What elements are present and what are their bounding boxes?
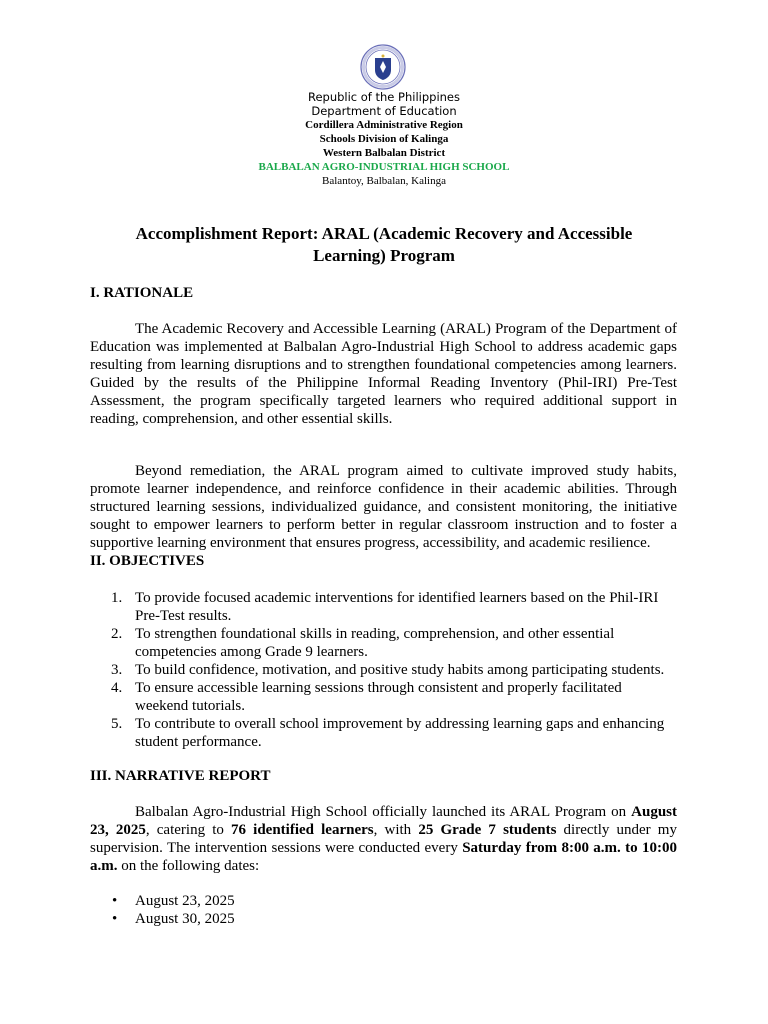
rationale-heading: I. RATIONALE xyxy=(90,285,194,301)
list-item xyxy=(90,589,677,625)
narrative-text: , catering to xyxy=(145,822,232,838)
list-item xyxy=(90,715,677,751)
header-region: Cordillera Administrative Region xyxy=(305,119,463,131)
deped-seal-icon xyxy=(360,44,406,90)
bullet-icon: • xyxy=(112,911,118,927)
letterhead xyxy=(0,90,768,188)
list-number: 2. xyxy=(111,626,123,642)
narrative-text: Balbalan Agro-Industrial High School officially launched its ARAL Program on xyxy=(135,804,632,820)
objectives-list xyxy=(90,589,677,751)
learner-count: 76 identified learners xyxy=(231,822,374,838)
objectives-heading: II. OBJECTIVES xyxy=(90,553,205,569)
list-item xyxy=(90,910,677,928)
list-item xyxy=(90,661,677,679)
list-number: 4. xyxy=(111,680,123,696)
list-text: To contribute to overall school improvement by addressing learning gaps and enhancing student performance. xyxy=(135,716,665,750)
session-date: August 30, 2025 xyxy=(135,911,235,927)
narrative-text: on the following dates: xyxy=(117,858,260,874)
list-text: To build confidence, motivation, and positive study habits among participating students. xyxy=(135,662,665,678)
header-department: Department of Education xyxy=(311,104,457,118)
header-address: Balantoy, Balbalan, Kalinga xyxy=(322,175,446,187)
list-item xyxy=(90,679,677,715)
narrative-paragraph xyxy=(90,803,677,875)
header-division: Schools Division of Kalinga xyxy=(319,133,449,145)
list-number: 3. xyxy=(111,662,123,678)
header-republic: Republic of the Philippines xyxy=(307,90,461,104)
narrative-text: , with xyxy=(373,822,419,838)
rationale-paragraph-2: Beyond remediation, the ARAL program aimed to cultivate improved study habits, promote learner independence, and reinforce confidence in their academic abilities. Through structured learning sessions, individualized guidance, and consistent monitoring, the initiative sought to empower learners to perform better in regular classroom instruction and to foster a supportive learning environment that ensures progress, accessibility, and academic resilience. xyxy=(90,463,677,551)
list-text: To strengthen foundational skills in reading, comprehension, and other essential competencies among Grade 9 learners. xyxy=(135,626,615,660)
bullet-icon: • xyxy=(112,893,118,909)
list-text: To ensure accessible learning sessions through consistent and properly facilitated weekend tutorials. xyxy=(135,680,622,714)
narrative-heading: III. NARRATIVE REPORT xyxy=(90,768,271,784)
list-item xyxy=(90,892,677,910)
narrative-text: directly under my supervision. The intervention sessions were conducted every xyxy=(90,822,677,856)
list-number: 5. xyxy=(111,716,123,732)
session-schedule: Saturday from 8:00 a.m. to 10:00 a.m. xyxy=(90,840,677,874)
list-number: 1. xyxy=(111,590,123,606)
session-dates-list xyxy=(90,892,677,928)
rationale-paragraph-1: The Academic Recovery and Accessible Learning (ARAL) Program of the Department of Education was implemented at Balbalan Agro-Industrial High School to address academic gaps resulting from learning disruptions and to strengthen foundational competencies among learners. Guided by the results of the Philippine Informal Reading Inventory (Phil-IRI) Pre-Test Assessment, the program specifically targeted learners who required additional support in reading, comprehension, and other essential skills. xyxy=(90,321,677,427)
list-item xyxy=(90,625,677,661)
list-text: To provide focused academic interventions for identified learners based on the Phil-IRI Pre-Test results. xyxy=(135,590,659,624)
launch-date: August 23, 2025 xyxy=(90,804,677,838)
session-date: August 23, 2025 xyxy=(135,893,235,909)
header-school-name: BALBALAN AGRO-INDUSTRIAL HIGH SCHOOL xyxy=(258,161,510,173)
header-district: Western Balbalan District xyxy=(322,147,446,159)
report-title: Accomplishment Report: ARAL (Academic Recovery and Accessible Learning) Program xyxy=(135,224,633,265)
grade7-count: 25 Grade 7 students xyxy=(418,822,557,838)
